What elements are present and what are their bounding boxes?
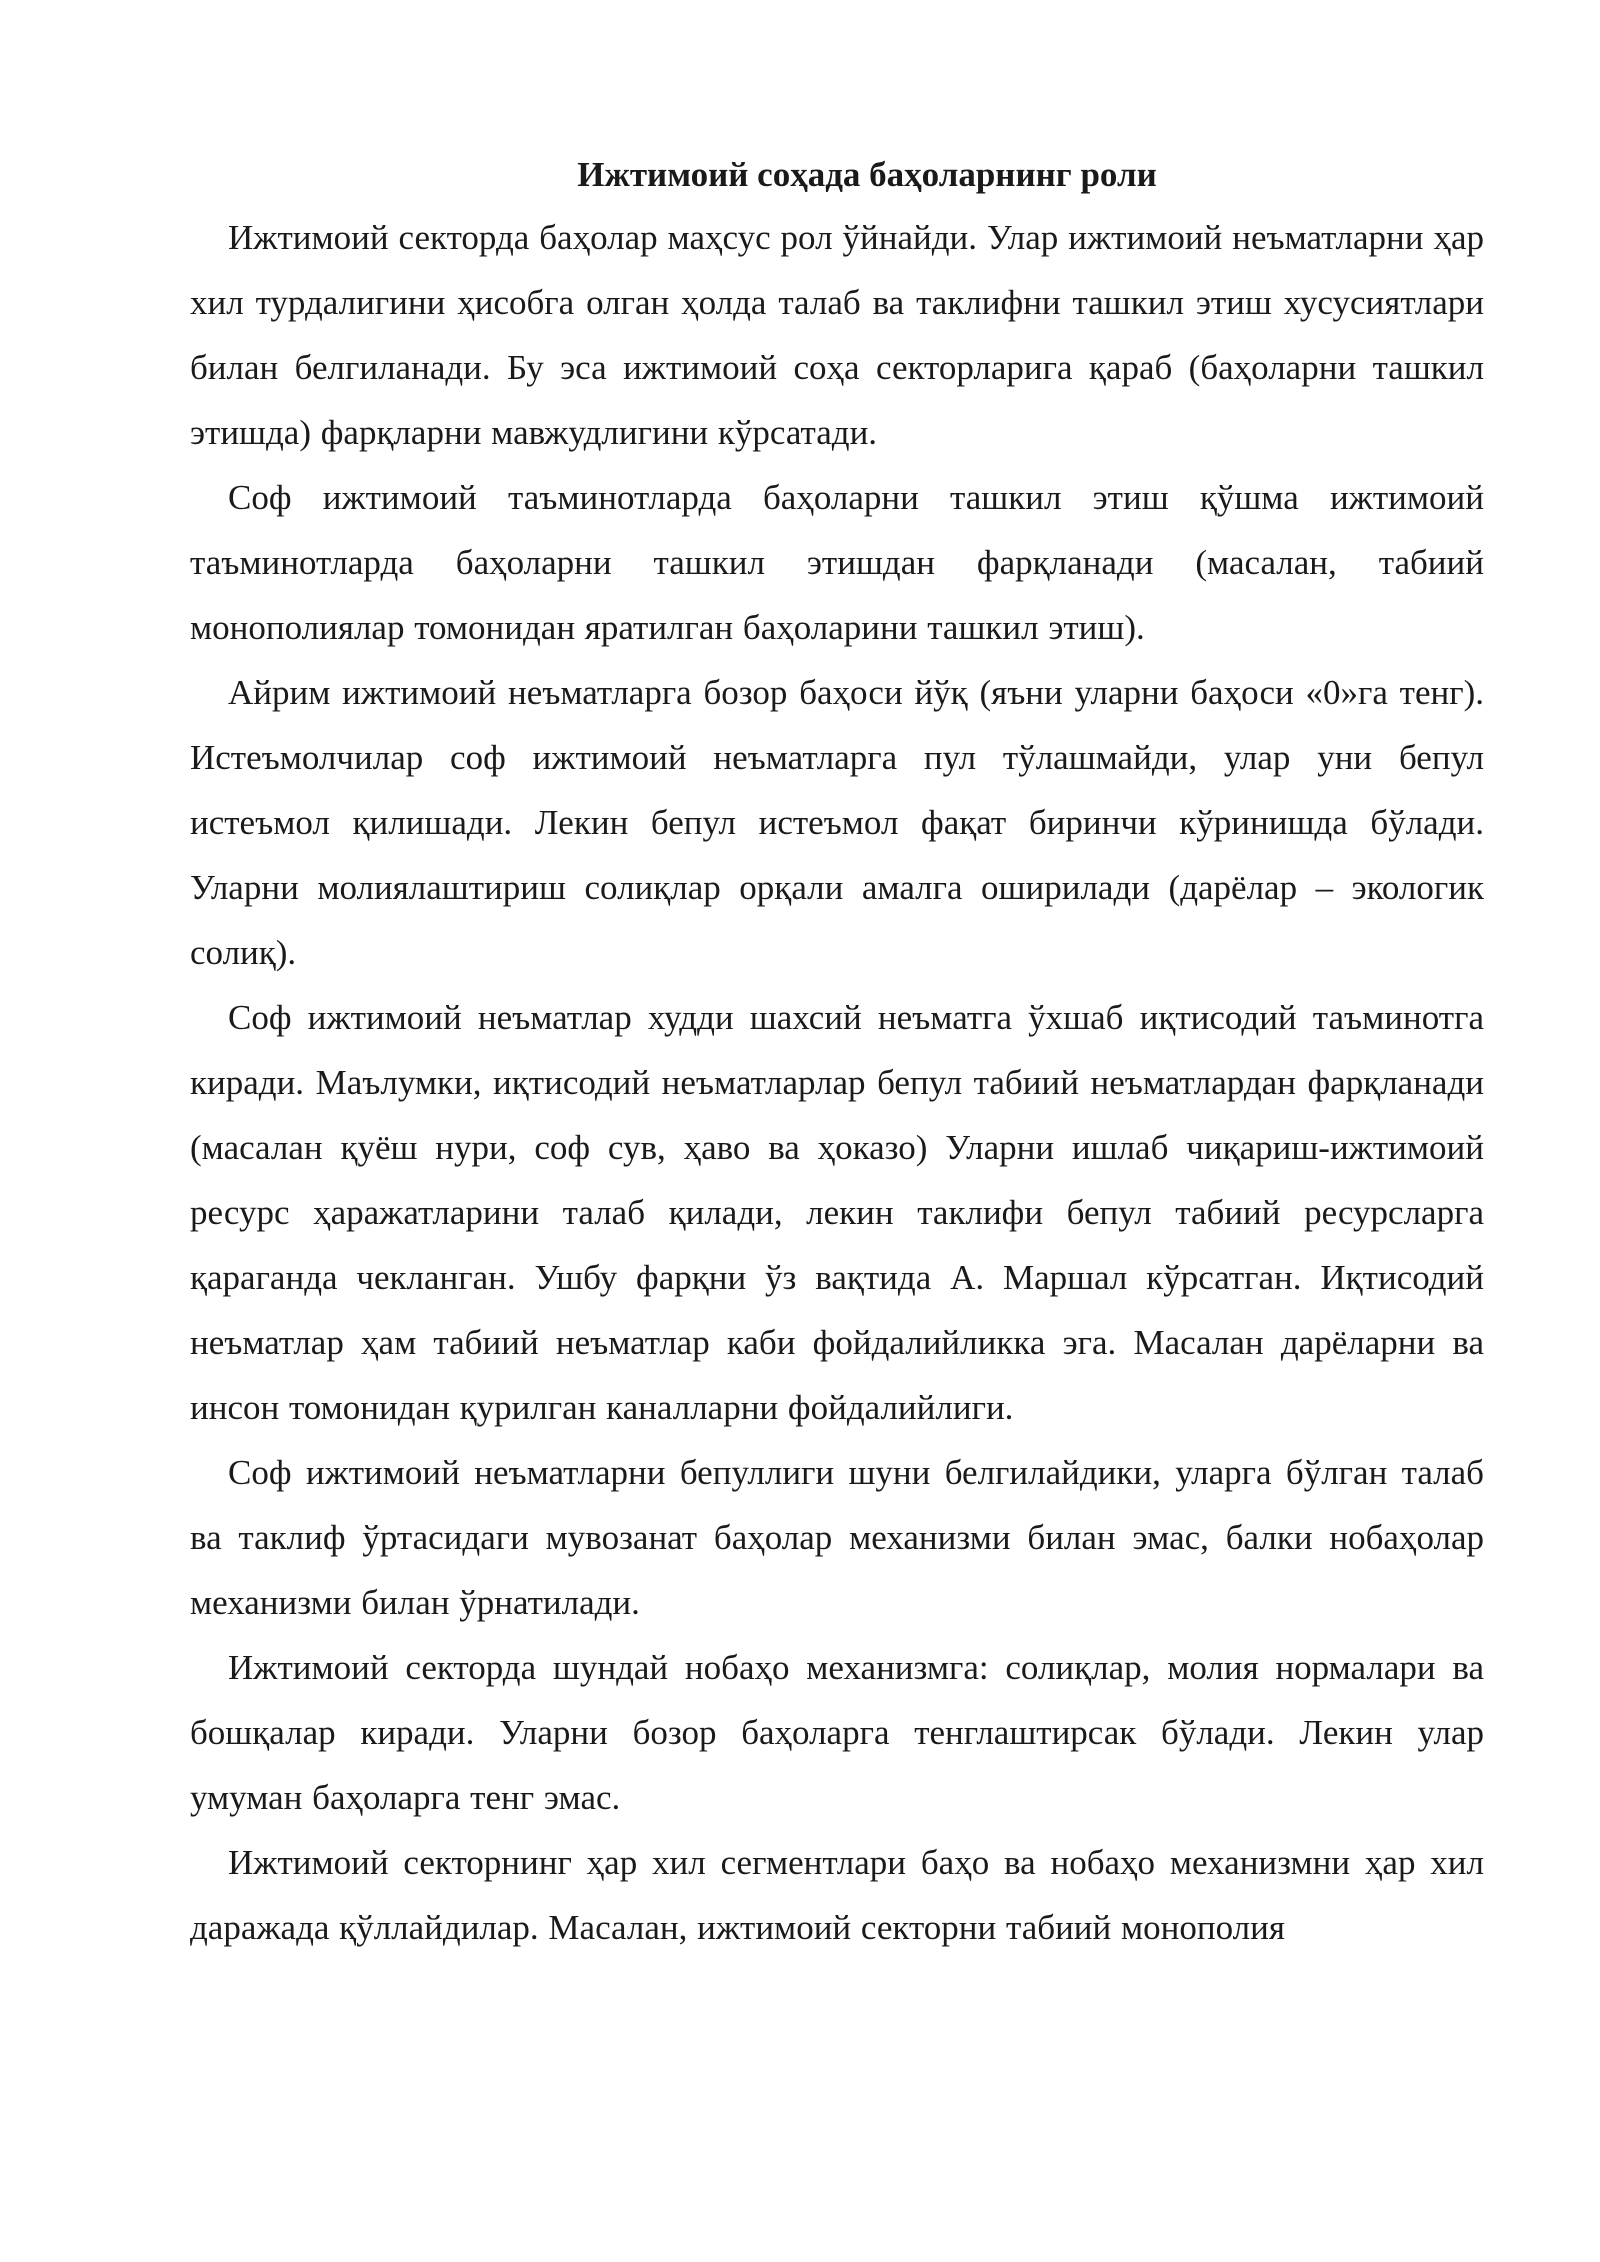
paragraph-3: Айрим ижтимоий неъматларга бозор баҳоси йўқ (яъни уларни баҳоси «0»га тенг). Истеъмолчилар соф ижтимоий неъматларга пул тўлашмайди, улар уни бепул истеъмол қилишади. Лекин бепул истеъмол фақат биринчи кўринишда бўлади. Уларни молиялаштириш солиқлар орқали амалга оширилади (дарёлар – экологик солиқ). (190, 673, 1484, 972)
paragraph-6: Ижтимоий секторда шундай нобаҳо механизмга: солиқлар, молия нормалари ва бошқалар киради. Уларни бозор баҳоларга тенглаштирсак бўлади. Лекин улар умуман баҳоларга тенг эмас. (190, 1648, 1484, 1817)
document-title: Ижтимоий соҳада баҳоларнинг роли (577, 155, 1157, 194)
paragraph-4: Соф ижтимоий неъматлар худди шахсий неъматга ўхшаб иқтисодий таъминотга киради. Маълумки, иқтисодий неъматларлар бепул табиий неъматлардан фарқланади (масалан қуёш нури, соф сув, ҳаво ва ҳоказо) Уларни ишлаб чиқариш-ижтимоий ресурс ҳаражатларини талаб қилади, лекин таклифи бепул табиий ресурсларга қараганда чекланган. Ушбу фарқни ўз вақтида А. Маршал кўрсатган. Иқтисодий неъматлар ҳам табиий неъматлар каби фойдалийликка эга. Масалан дарёларни ва инсон томонидан қурилган каналларни фойдалийлиги. (190, 998, 1484, 1427)
paragraph-7: Ижтимоий секторнинг ҳар хил сегментлари баҳо ва нобаҳо механизмни ҳар хил даражада қўллайдилар. Масалан, ижтимоий секторни табиий монополия (190, 1843, 1484, 1947)
paragraph-1: Ижтимоий секторда баҳолар маҳсус рол ўйнайди. Улар ижтимоий неъматларни ҳар хил турдалигини ҳисобга олган ҳолда талаб ва таклифни ташкил этиш хусусиятлари билан белгиланади. Бу эса ижтимоий соҳа секторларига қараб (баҳоларни ташкил этишда) фарқларни мавжудлигини кўрсатади. (190, 218, 1484, 452)
paragraph-2: Соф ижтимоий таъминотларда баҳоларни ташкил этиш қўшма ижтимоий таъминотларда баҳоларни ташкил этишдан фарқланади (масалан, табиий монополиялар томонидан яратилган баҳоларини ташкил этиш). (190, 478, 1484, 647)
paragraph-5: Соф ижтимоий неъматларни бепуллиги шуни белгилайдики, уларга бўлган талаб ва таклиф ўртасидаги мувозанат баҳолар механизми билан эмас, балки нобаҳолар механизми билан ўрнатилади. (190, 1453, 1484, 1622)
document-body (190, 145, 1484, 1960)
